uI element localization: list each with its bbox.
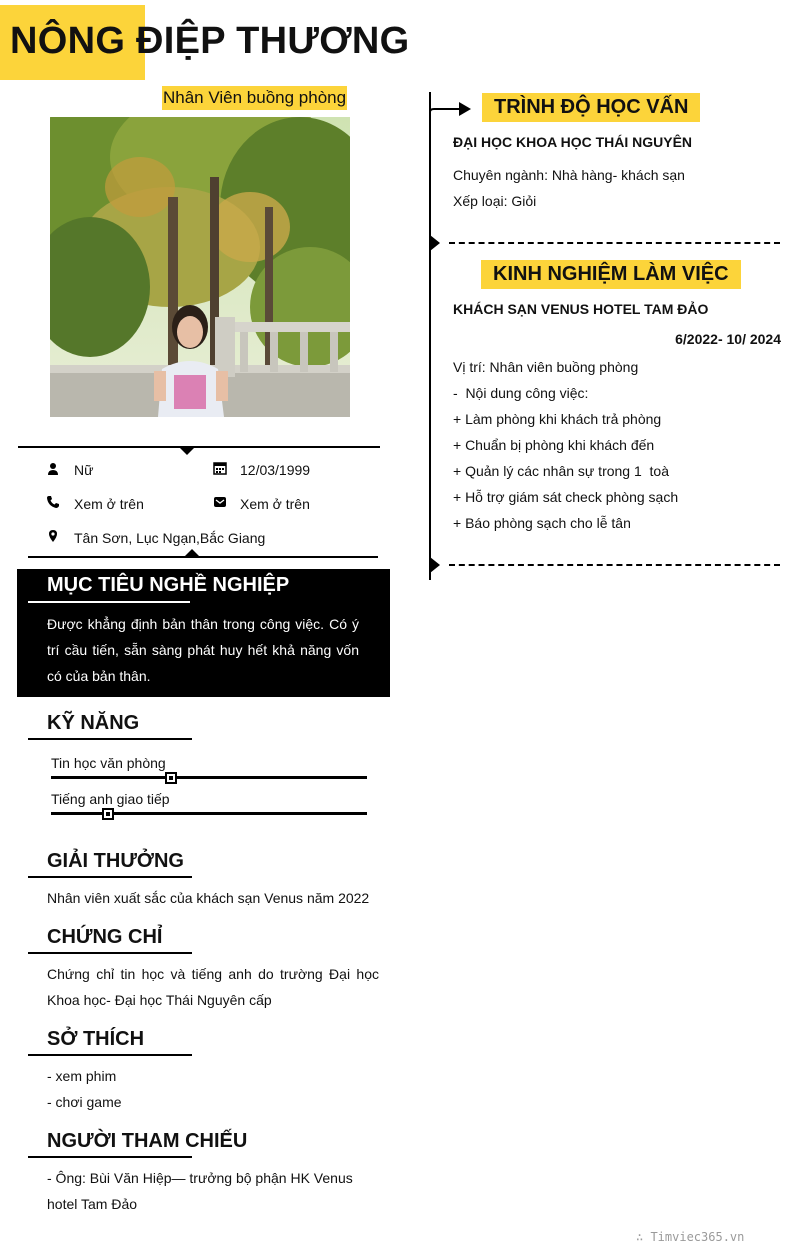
timeline-marker <box>430 557 440 573</box>
skill-name: Tin học văn phòng <box>51 755 166 771</box>
location-pin-icon <box>46 529 60 543</box>
candidate-name: NÔNG ĐIỆP THƯƠNG <box>10 20 410 62</box>
calendar-icon <box>213 461 227 475</box>
career-objective-section <box>17 569 390 697</box>
objective-text: Được khẳng định bản thân trong công việc. Có ý trí cầu tiến, sẵn sàng phát huy hết khả năng vốn có của bản thân. <box>47 616 359 684</box>
gender-value: Nữ <box>74 462 94 478</box>
section-underline <box>28 601 190 603</box>
education-title: TRÌNH ĐỘ HỌC VẤN <box>482 93 700 122</box>
timeline-marker <box>430 235 440 251</box>
skill-level-knob <box>165 772 177 784</box>
watermark: ∴ Timviec365.vn <box>636 1230 745 1244</box>
birthday-value: 12/03/1999 <box>240 462 311 478</box>
email-value: Xem ở trên <box>240 496 310 512</box>
company-name: KHÁCH SẠN VENUS HOTEL TAM ĐẢO <box>453 301 709 317</box>
references-title: NGƯỜI THAM CHIẾU <box>47 1130 248 1152</box>
divider-marker <box>179 447 195 455</box>
experience-line: Vị trí: Nhân viên buồng phòng <box>453 359 639 375</box>
job-position: Nhân Viên buồng phòng <box>162 86 347 110</box>
award-item: Nhân viên xuất sắc của khách sạn Venus năm 2022 <box>47 890 370 906</box>
section-underline <box>28 876 192 878</box>
arrow-right-icon <box>429 98 473 120</box>
info-top-divider <box>18 446 380 448</box>
section-underline <box>28 738 192 740</box>
work-period: 6/2022- 10/ 2024 <box>675 331 781 347</box>
awards-title: GIẢI THƯỞNG <box>47 850 184 872</box>
profile-photo <box>50 117 350 417</box>
hobby-item: - xem phim <box>47 1068 117 1084</box>
address-value: Tân Sơn, Lục Ngạn,Bắc Giang <box>74 530 266 546</box>
certificate-text: Chứng chỉ tin học và tiếng anh do trường Đại học Khoa học- Đại học Thái Nguyên cấp <box>47 966 379 1008</box>
education-major: Chuyên ngành: Nhà hàng- khách sạn <box>453 167 685 183</box>
phone-value: Xem ở trên <box>74 496 144 512</box>
skill-level-knob <box>102 808 114 820</box>
section-underline <box>28 952 192 954</box>
hobbies-title: SỞ THÍCH <box>47 1028 145 1050</box>
email-icon <box>213 495 227 509</box>
education-grade: Xếp loại: Giỏi <box>453 193 537 209</box>
timeline-line <box>429 92 431 580</box>
school-name: ĐẠI HỌC KHOA HỌC THÁI NGUYÊN <box>453 134 693 150</box>
section-title: MỤC TIÊU NGHỀ NGHIỆP <box>47 574 290 596</box>
skill-bar <box>51 812 367 815</box>
experience-line: + Chuẩn bị phòng khi khách đến <box>453 437 655 453</box>
phone-icon <box>46 495 60 509</box>
info-bottom-divider <box>28 556 378 558</box>
section-divider <box>449 564 780 566</box>
section-underline <box>28 1156 192 1158</box>
section-underline <box>28 1054 192 1056</box>
skills-title: KỸ NĂNG <box>47 712 140 734</box>
skill-name: Tiếng anh giao tiếp <box>51 791 170 807</box>
experience-line: + Quản lý các nhân sự trong 1 toà <box>453 463 670 479</box>
experience-line: + Hỗ trợ giám sát check phòng sạch <box>453 489 679 505</box>
experience-title: KINH NGHIỆM LÀM VIỆC <box>481 260 741 289</box>
section-divider <box>449 242 780 244</box>
person-icon <box>46 462 60 476</box>
experience-line: + Làm phòng khi khách trả phòng <box>453 411 662 427</box>
certificates-title: CHỨNG CHỈ <box>47 926 163 948</box>
experience-line: + Báo phòng sạch cho lễ tân <box>453 515 631 531</box>
experience-line: - Nội dung công việc: <box>453 385 589 401</box>
reference-text: - Ông: Bùi Văn Hiệp— trưởng bộ phận HK Venus hotel Tam Đảo <box>47 1170 353 1212</box>
hobby-item: - chơi game <box>47 1094 122 1110</box>
skill-bar <box>51 776 367 779</box>
